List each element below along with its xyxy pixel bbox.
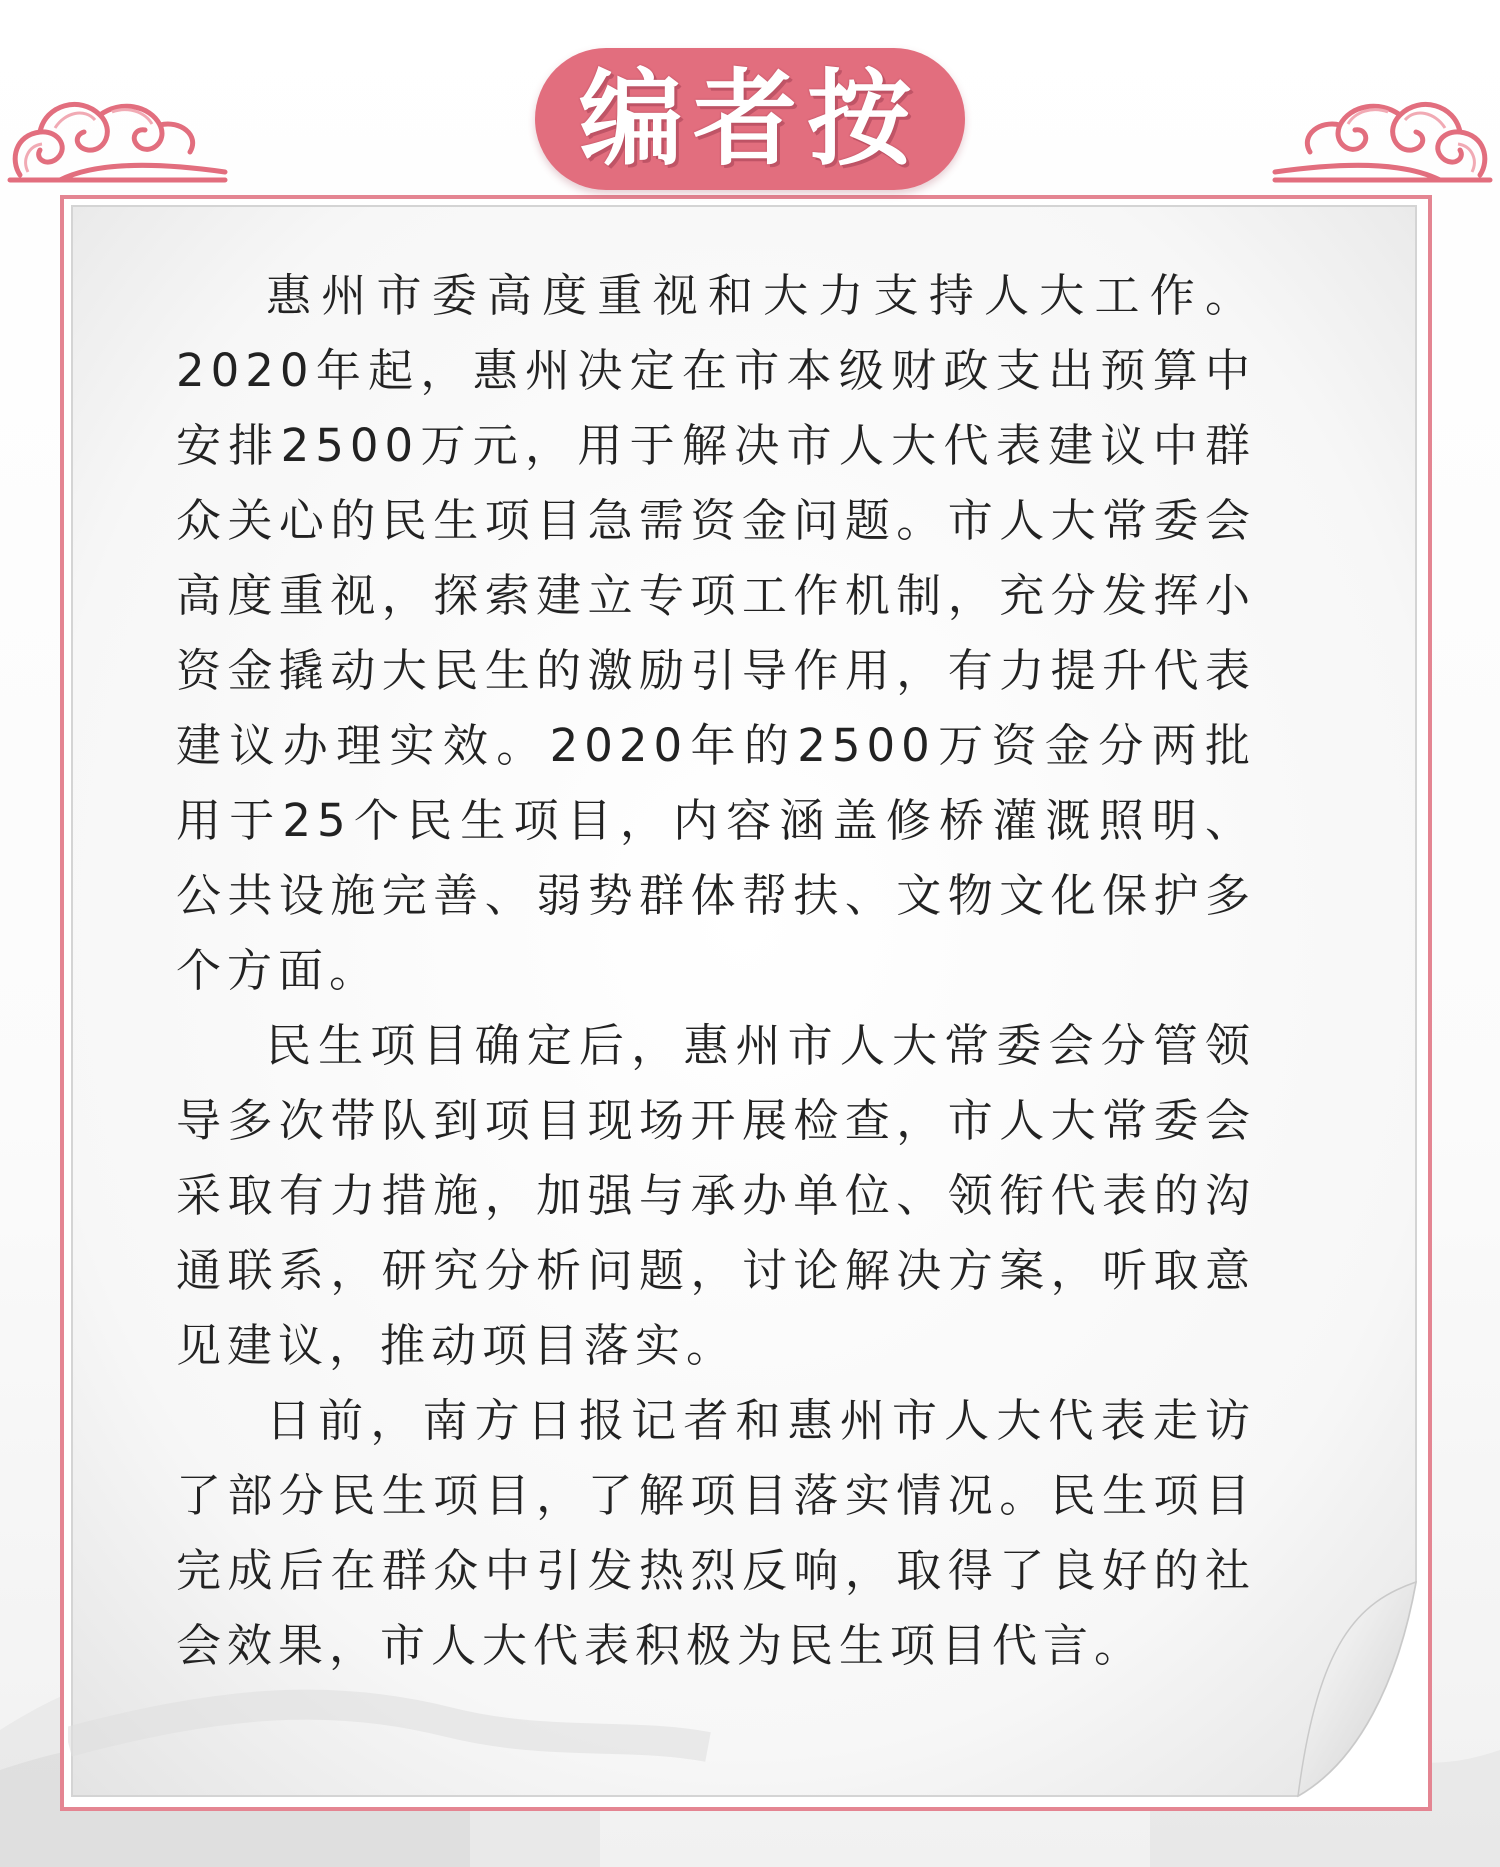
auspicious-cloud-icon	[0, 80, 230, 190]
paragraph: 惠州市委高度重视和大力支持人大工作。2020年起，惠州决定在市本级财政支出预算中安排2500万元，用于解决市人大代表建议中群众关心的民生项目急需资金问题。市人大常委会高度重视，探索建立专项工作机制，充分发挥小资金撬动大民生的激励引导作用，有力提升代表建议办理实效。2020年的2500万资金分两批用于25个民生项目，内容涵盖修桥灌溉照明、公共设施完善、弱势群体帮扶、文物文化保护多个方面。	[176, 269, 1256, 997]
editor-note-body	[176, 258, 1256, 1683]
page-title: 编者按	[578, 57, 921, 180]
title-badge	[535, 48, 965, 190]
auspicious-cloud-icon	[1270, 80, 1500, 190]
paragraph: 日前，南方日报记者和惠州市人大代表走访了部分民生项目，了解项目落实情况。民生项目完成后在群众中引发热烈反响，取得了良好的社会效果，市人大代表积极为民生项目代言。	[176, 1394, 1256, 1672]
paragraph: 民生项目确定后，惠州市人大常委会分管领导多次带队到项目现场开展检查，市人大常委会采取有力措施，加强与承办单位、领衔代表的沟通联系，研究分析问题，讨论解决方案，听取意见建议，推动项目落实。	[176, 1019, 1256, 1372]
